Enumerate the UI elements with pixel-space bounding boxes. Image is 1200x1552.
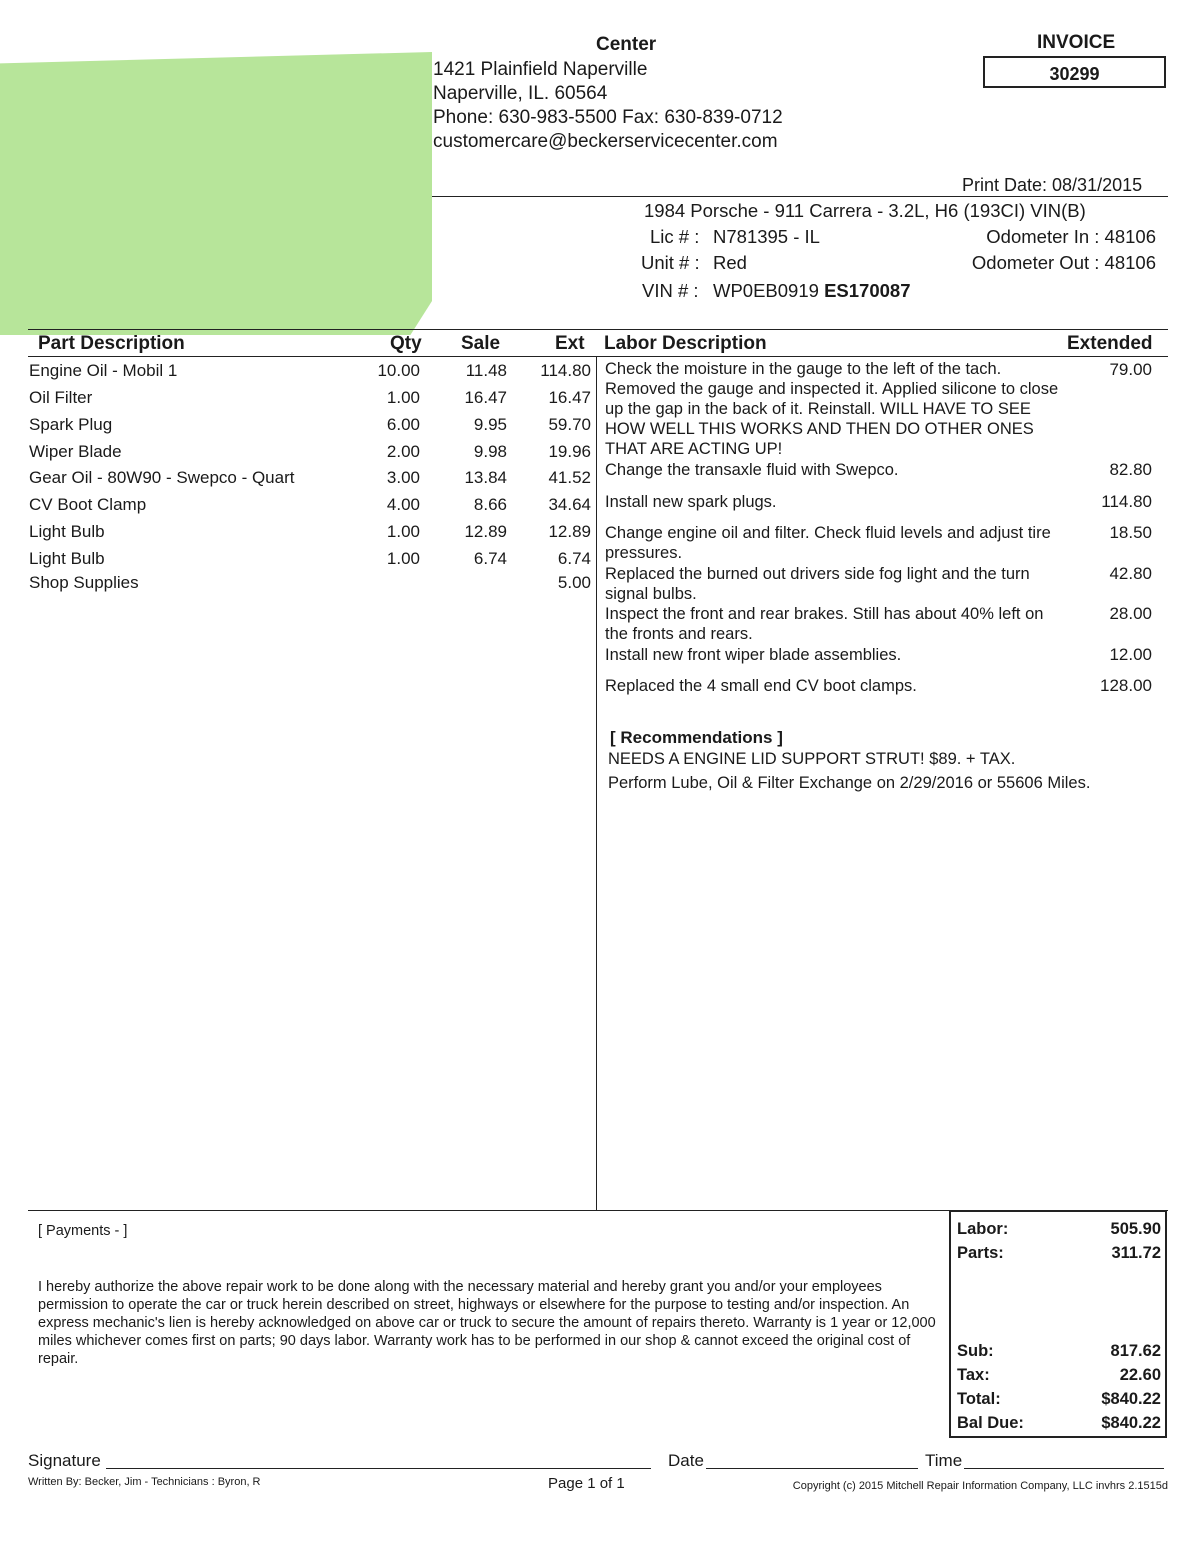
parts-header-desc: Part Description (38, 333, 185, 354)
labor-header-desc: Labor Description (604, 333, 767, 354)
part-desc: Light Bulb (29, 549, 105, 568)
labor-row-8-ext: 128.00 (1100, 676, 1152, 695)
totals-tax: Tax: 22.60 (957, 1366, 1161, 1384)
part-qty: 1.00 (386, 522, 420, 541)
labor-row-4-ext: 18.50 (1109, 523, 1152, 542)
labor-row-1-desc: Check the moisture in the gauge to the left of the tach. Removed the gauge and inspected it. Applied silicone to close up the gap in the back of it. Reinstall. WILL HAVE TO SEE HOW WELL THIS WORKS AND THEN DO OTHER ONES THAT ARE ACTING UP! (605, 360, 1059, 458)
vin-value (713, 279, 911, 303)
parts-header-qty: Qty (390, 333, 422, 354)
totals-sub: Sub: 817.62 (957, 1342, 1161, 1360)
recommendation-1: NEEDS A ENGINE LID SUPPORT STRUT! $89. + TAX. (608, 750, 1016, 768)
labor-row-7-desc: Install new front wiper blade assemblies. (605, 646, 902, 664)
payments-label: [ Payments - ] (38, 1223, 128, 1239)
part-ext: 114.80 (540, 361, 591, 380)
labor-row-8-desc: Replaced the 4 small end CV boot clamps. (605, 677, 917, 695)
page-number: Page 1 of 1 (548, 1475, 625, 1492)
part-sale: 6.74 (473, 549, 507, 568)
part-desc: Gear Oil - 80W90 - Swepco - Quart (29, 468, 295, 487)
time-label: Time (925, 1451, 963, 1470)
labor-row-7-ext: 12.00 (1109, 645, 1152, 664)
part-sale: 16.47 (464, 388, 507, 407)
parts-header-sale: Sale (461, 333, 501, 354)
unit-value: Red (713, 252, 747, 273)
date-label: Date (668, 1451, 704, 1470)
labor-row-1-ext: 79.00 (1109, 360, 1152, 379)
labor-row-3-desc: Install new spark plugs. (605, 493, 777, 511)
print-date: Print Date: 08/31/2015 (962, 175, 1143, 195)
part-qty: 2.00 (386, 442, 420, 461)
totals-total: Total: $840.22 (957, 1390, 1161, 1408)
shop-phone-fax: Phone: 630-983-5500 Fax: 630-839-0712 (433, 107, 783, 128)
signature-line (106, 1468, 651, 1469)
part-ext: 41.52 (548, 468, 591, 487)
vin-plain: WP0EB0919 (713, 280, 825, 301)
part-sale: 13.84 (464, 468, 507, 487)
shop-address-1: 1421 Plainfield Naperville (433, 59, 648, 80)
part-sale: 9.95 (473, 415, 507, 434)
time-line (964, 1468, 1164, 1469)
authorization-text: I hereby authorize the above repair work to be done along with the necessary material and hereby grant you and/or your employees permission to operate the car or truck herein described on street, highways or elsewhere for the purpose to testing and/or inspection. An express mechanic's lien is hereby acknowledged on above car or truck to secure the amount of repairs thereto. Warranty is 1 year or 12,000 miles whichever comes first on parts; 90 days labor. Warranty work has to be performed in our shop & cannot exceed the original cost of repair. (38, 1279, 936, 1367)
parts-header-ext: Ext (555, 333, 585, 354)
part-qty: 4.00 (386, 495, 420, 514)
part-desc: Engine Oil - Mobil 1 (29, 361, 178, 380)
part-sale: 9.98 (473, 442, 507, 461)
table-header-line (28, 356, 1168, 357)
date-line (706, 1468, 918, 1469)
labor-row-5-ext: 42.80 (1109, 564, 1152, 583)
part-ext: 12.89 (548, 522, 591, 541)
part-sale: 8.66 (473, 495, 507, 514)
odometer-out: Odometer Out : 48106 (971, 252, 1156, 273)
totals-labor: Labor: 505.90 (957, 1220, 1161, 1238)
recommendation-2: Perform Lube, Oil & Filter Exchange on 2/29/2016 or 55606 Miles. (608, 774, 1091, 792)
totals-box (949, 1210, 1167, 1438)
shop-address-2: Naperville, IL. 60564 (433, 83, 608, 104)
labor-row-6-ext: 28.00 (1109, 604, 1152, 623)
shop-email: customercare@beckerservicecenter.com (433, 131, 778, 152)
labor-row-4-desc: Change engine oil and filter. Check fluid levels and adjust tire pressures. (605, 524, 1051, 562)
written-by: Written By: Becker, Jim - Technicians : Byron, R (28, 1476, 261, 1488)
signature-label: Signature (28, 1451, 101, 1470)
labor-row-2-ext: 82.80 (1109, 460, 1152, 479)
labor-row-6-desc: Inspect the front and rear brakes. Still has about 40% left on the fronts and rears. (605, 605, 1044, 643)
part-desc: Shop Supplies (29, 573, 139, 592)
part-desc: Wiper Blade (29, 442, 122, 461)
part-ext: 16.47 (548, 388, 591, 407)
totals-parts: Parts: 311.72 (957, 1244, 1161, 1262)
part-qty: 1.00 (386, 388, 420, 407)
part-sale: 12.89 (464, 522, 507, 541)
vehicle-description: 1984 Porsche - 911 Carrera - 3.2L, H6 (193CI) VIN(B) (644, 200, 1086, 221)
part-desc: Light Bulb (29, 522, 105, 541)
part-ext: 6.74 (557, 549, 591, 568)
header-divider (432, 196, 1168, 197)
lic-label: Lic # : (650, 226, 700, 247)
part-ext: 34.64 (548, 495, 591, 514)
sticky-note (0, 52, 432, 335)
labor-row-2-desc: Change the transaxle fluid with Swepco. (605, 461, 899, 479)
column-divider (596, 356, 597, 1210)
shop-name: Center (596, 34, 657, 55)
part-ext: 5.00 (557, 573, 591, 592)
recommendations-title: [ Recommendations ] (610, 728, 783, 747)
part-desc: CV Boot Clamp (29, 495, 147, 514)
part-desc: Spark Plug (29, 415, 113, 434)
labor-row-3-ext: 114.80 (1101, 492, 1152, 511)
unit-label: Unit # : (641, 252, 700, 273)
vin-bold: ES170087 (824, 280, 911, 301)
copyright: Copyright (c) 2015 Mitchell Repair Information Company, LLC invhrs 2.1515d (792, 1480, 1168, 1492)
totals-balance-due: Bal Due: $840.22 (957, 1414, 1161, 1432)
invoice-label: INVOICE (1037, 32, 1116, 53)
invoice-number: 30299 (983, 56, 1166, 88)
part-sale: 11.48 (465, 361, 507, 380)
labor-row-5-desc: Replaced the burned out drivers side fog light and the turn signal bulbs. (605, 565, 1030, 603)
labor-header-ext: Extended (1067, 333, 1153, 354)
part-qty: 6.00 (386, 415, 420, 434)
part-qty: 1.00 (386, 549, 420, 568)
part-desc: Oil Filter (29, 388, 93, 407)
vin-label: VIN # : (642, 280, 699, 301)
part-ext: 19.96 (548, 442, 591, 461)
lic-value: N781395 - IL (713, 226, 820, 247)
table-top-line (28, 329, 1168, 330)
part-qty: 10.00 (377, 361, 420, 380)
part-qty: 3.00 (386, 468, 420, 487)
part-ext: 59.70 (548, 415, 591, 434)
odometer-in: Odometer In : 48106 (986, 226, 1156, 247)
